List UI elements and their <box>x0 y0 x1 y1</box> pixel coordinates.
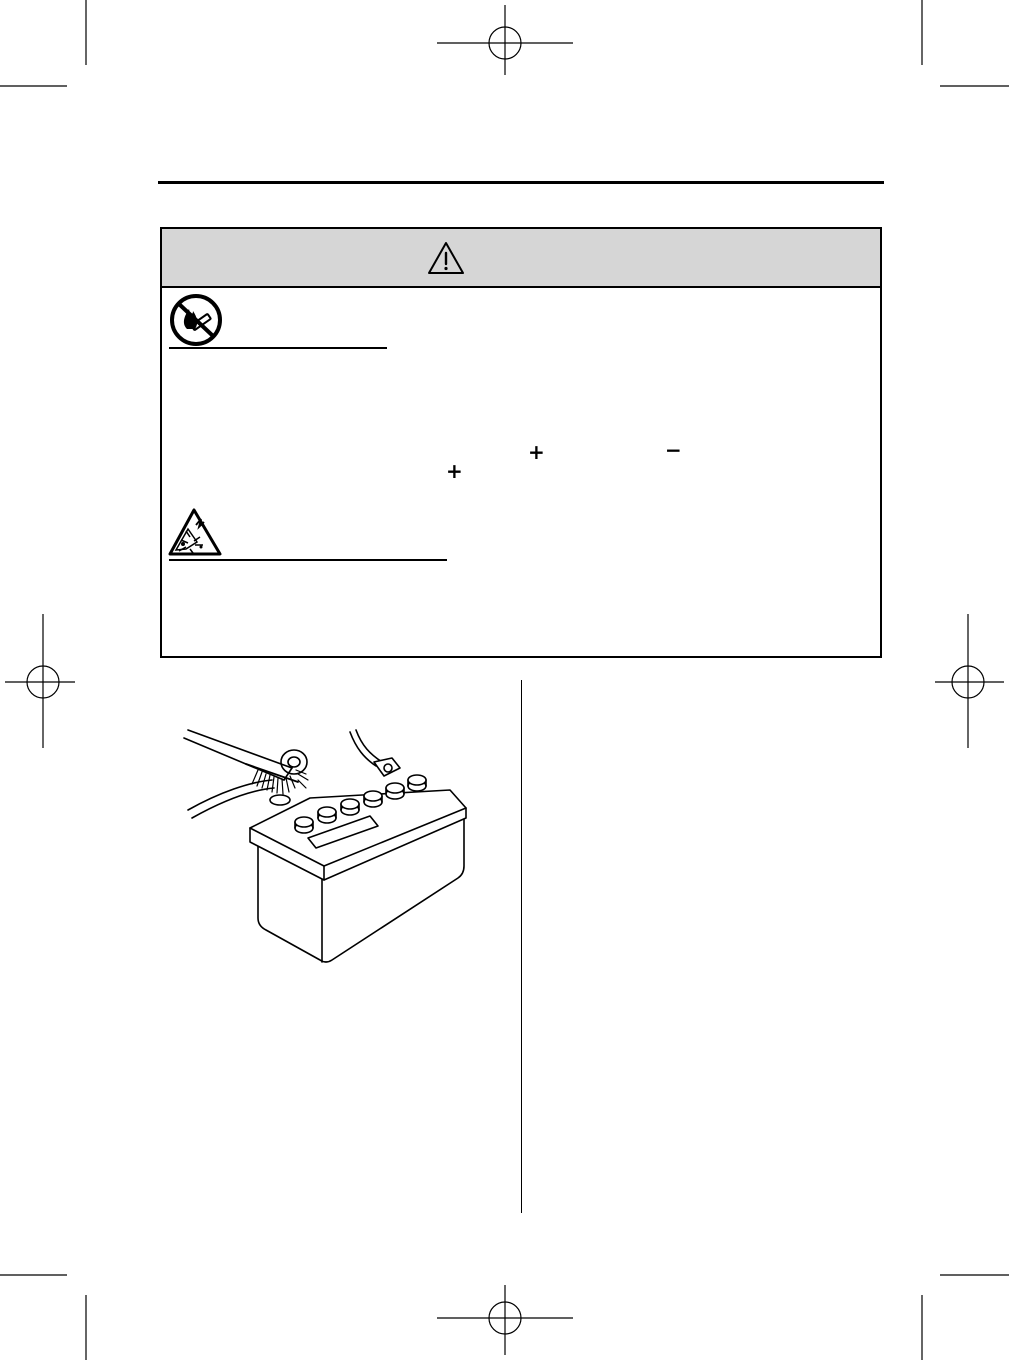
warning-header <box>162 229 880 288</box>
page-header-rule <box>158 181 884 184</box>
explosion-underline <box>169 559 447 561</box>
positive-terminal-symbol: + <box>528 440 545 464</box>
no-flames-underline <box>169 347 387 349</box>
warning-box <box>160 227 882 658</box>
warning-triangle-icon <box>426 240 466 276</box>
negative-terminal-symbol: − <box>665 438 682 462</box>
column-divider <box>521 680 522 1213</box>
positive-terminal-symbol-second: + <box>446 459 463 483</box>
no-open-flame-icon <box>169 293 225 347</box>
explosion-hazard-icon <box>168 507 224 557</box>
battery-terminal-cleaning-illustration <box>180 718 480 968</box>
